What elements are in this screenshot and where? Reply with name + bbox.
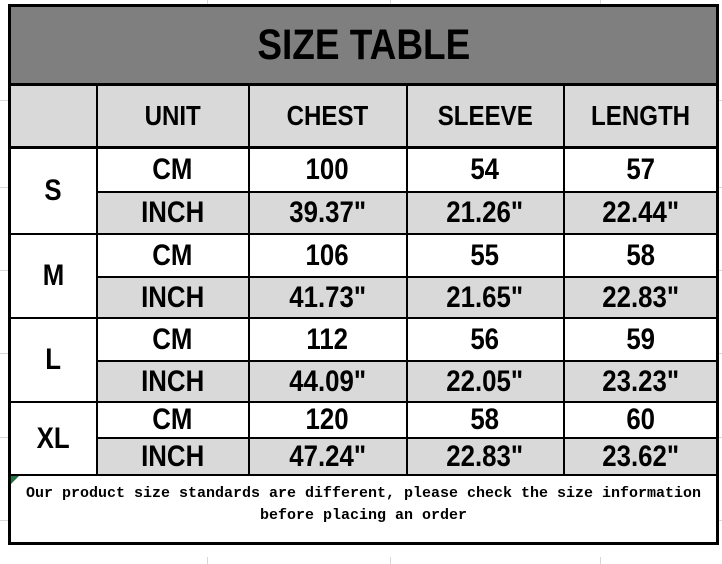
- cell-xl-cm-sleeve: [407, 402, 564, 438]
- row-s-cm: [10, 148, 718, 193]
- row-l-cm: [10, 318, 718, 361]
- cell-l-inch-sleeve: [407, 361, 564, 402]
- size-label-cell-xl: [10, 402, 97, 475]
- size-label: XL: [36, 421, 70, 455]
- column-header-sleeve: [407, 85, 564, 148]
- cell-l-cm-length: [564, 318, 718, 361]
- row-xl-inch: [10, 438, 718, 475]
- cell-s-inch-length: [564, 192, 718, 234]
- cell-s-inch-chest: [249, 192, 407, 234]
- cell-value: INCH: [140, 439, 205, 473]
- size-label: L: [45, 343, 62, 376]
- column-header-label: LENGTH: [590, 100, 690, 131]
- cell-xl-cm-chest: [249, 402, 407, 438]
- cell-value: 47.24": [289, 439, 366, 473]
- cell-m-inch-length: [564, 277, 718, 318]
- cell-value: 55: [470, 238, 500, 272]
- cell-value: 57: [625, 153, 655, 186]
- cell-value: INCH: [140, 280, 205, 314]
- cell-xl-cm-length: [564, 402, 718, 438]
- cell-m-inch-unit: [97, 277, 249, 318]
- cell-value: 106: [305, 238, 350, 272]
- sheet-gridline: [0, 100, 8, 101]
- cell-xl-inch-sleeve: [407, 438, 564, 475]
- column-header-length: [564, 85, 718, 148]
- cell-l-cm-chest: [249, 318, 407, 361]
- cell-xl-cm-unit: [97, 402, 249, 438]
- cell-m-inch-chest: [249, 277, 407, 318]
- cell-value: CM: [152, 238, 193, 272]
- cell-xl-inch-unit: [97, 438, 249, 475]
- header-row: [10, 85, 718, 148]
- cell-value: CM: [152, 322, 193, 356]
- cell-l-cm-sleeve: [407, 318, 564, 361]
- sheet-gridline: [0, 187, 8, 188]
- cell-value: 60: [625, 403, 655, 436]
- cell-s-cm-length: [564, 148, 718, 193]
- cell-m-cm-chest: [249, 234, 407, 277]
- table-title: SIZE TABLE: [257, 20, 471, 69]
- size-note: Our product size standards are different, please check the size information before placing an order: [25, 485, 702, 524]
- sheet-gridline: [600, 557, 601, 564]
- cell-s-inch-unit: [97, 192, 249, 234]
- cell-m-cm-sleeve: [407, 234, 564, 277]
- cell-value: CM: [152, 403, 193, 436]
- cell-xl-inch-chest: [249, 438, 407, 475]
- cell-value: INCH: [140, 364, 205, 398]
- cell-m-cm-unit: [97, 234, 249, 277]
- cell-xl-inch-length: [564, 438, 718, 475]
- cell-value: 112: [306, 322, 349, 356]
- row-xl-cm: [10, 402, 718, 438]
- cell-value: 22.83": [446, 439, 524, 473]
- note-cell: [10, 475, 718, 544]
- cell-value: 58: [625, 238, 655, 272]
- cell-value: 100: [305, 153, 350, 186]
- sheet-gridline: [0, 437, 8, 438]
- cell-s-cm-unit: [97, 148, 249, 193]
- cell-l-cm-unit: [97, 318, 249, 361]
- cell-value: 22.05": [446, 364, 524, 398]
- column-header-unit: [97, 85, 249, 148]
- sheet-gridline: [390, 557, 391, 564]
- cell-value: 23.62": [601, 439, 679, 473]
- row-l-inch: [10, 361, 718, 402]
- sheet-gridline: [0, 270, 8, 271]
- size-label-cell-s: [10, 148, 97, 235]
- row-s-inch: [10, 192, 718, 234]
- sheet-gridline: [0, 353, 8, 354]
- cell-s-cm-sleeve: [407, 148, 564, 193]
- cell-value: 21.26": [446, 196, 524, 229]
- size-label: S: [44, 174, 62, 207]
- size-table: [8, 4, 719, 545]
- cell-value: 56: [470, 322, 500, 356]
- cell-value: 41.73": [289, 280, 366, 314]
- cell-l-inch-chest: [249, 361, 407, 402]
- sheet-gridline: [0, 520, 8, 521]
- cell-m-cm-length: [564, 234, 718, 277]
- cell-value: 44.09": [289, 364, 366, 398]
- row-m-cm: [10, 234, 718, 277]
- cell-value: 39.37": [289, 196, 366, 229]
- note-row: [10, 475, 718, 544]
- cell-value: 22.44": [601, 196, 679, 229]
- cell-value: 120: [305, 403, 350, 436]
- cell-value: 21.65": [446, 280, 524, 314]
- cell-l-inch-unit: [97, 361, 249, 402]
- row-m-inch: [10, 277, 718, 318]
- cell-value: 59: [625, 322, 655, 356]
- cell-value: INCH: [140, 196, 205, 229]
- cell-s-inch-sleeve: [407, 192, 564, 234]
- cell-s-cm-chest: [249, 148, 407, 193]
- column-header-label: SLEEVE: [437, 100, 533, 131]
- cell-l-inch-length: [564, 361, 718, 402]
- sheet-gridline: [207, 557, 208, 564]
- cell-value: CM: [152, 153, 193, 186]
- column-header-label: UNIT: [144, 100, 201, 131]
- size-label: M: [42, 259, 64, 292]
- cell-value: 58: [470, 403, 500, 436]
- cell-value: 54: [470, 153, 500, 186]
- cell-m-inch-sleeve: [407, 277, 564, 318]
- cell-error-indicator-icon: [11, 476, 19, 484]
- cell-value: 23.23": [601, 364, 679, 398]
- diagonal-header-cell: [10, 85, 97, 148]
- column-header-chest: [249, 85, 407, 148]
- cell-value: 22.83": [601, 280, 679, 314]
- title-row: [10, 6, 718, 85]
- column-header-label: CHEST: [286, 100, 369, 131]
- size-label-cell-m: [10, 234, 97, 318]
- size-label-cell-l: [10, 318, 97, 402]
- table-title-cell: [10, 6, 718, 85]
